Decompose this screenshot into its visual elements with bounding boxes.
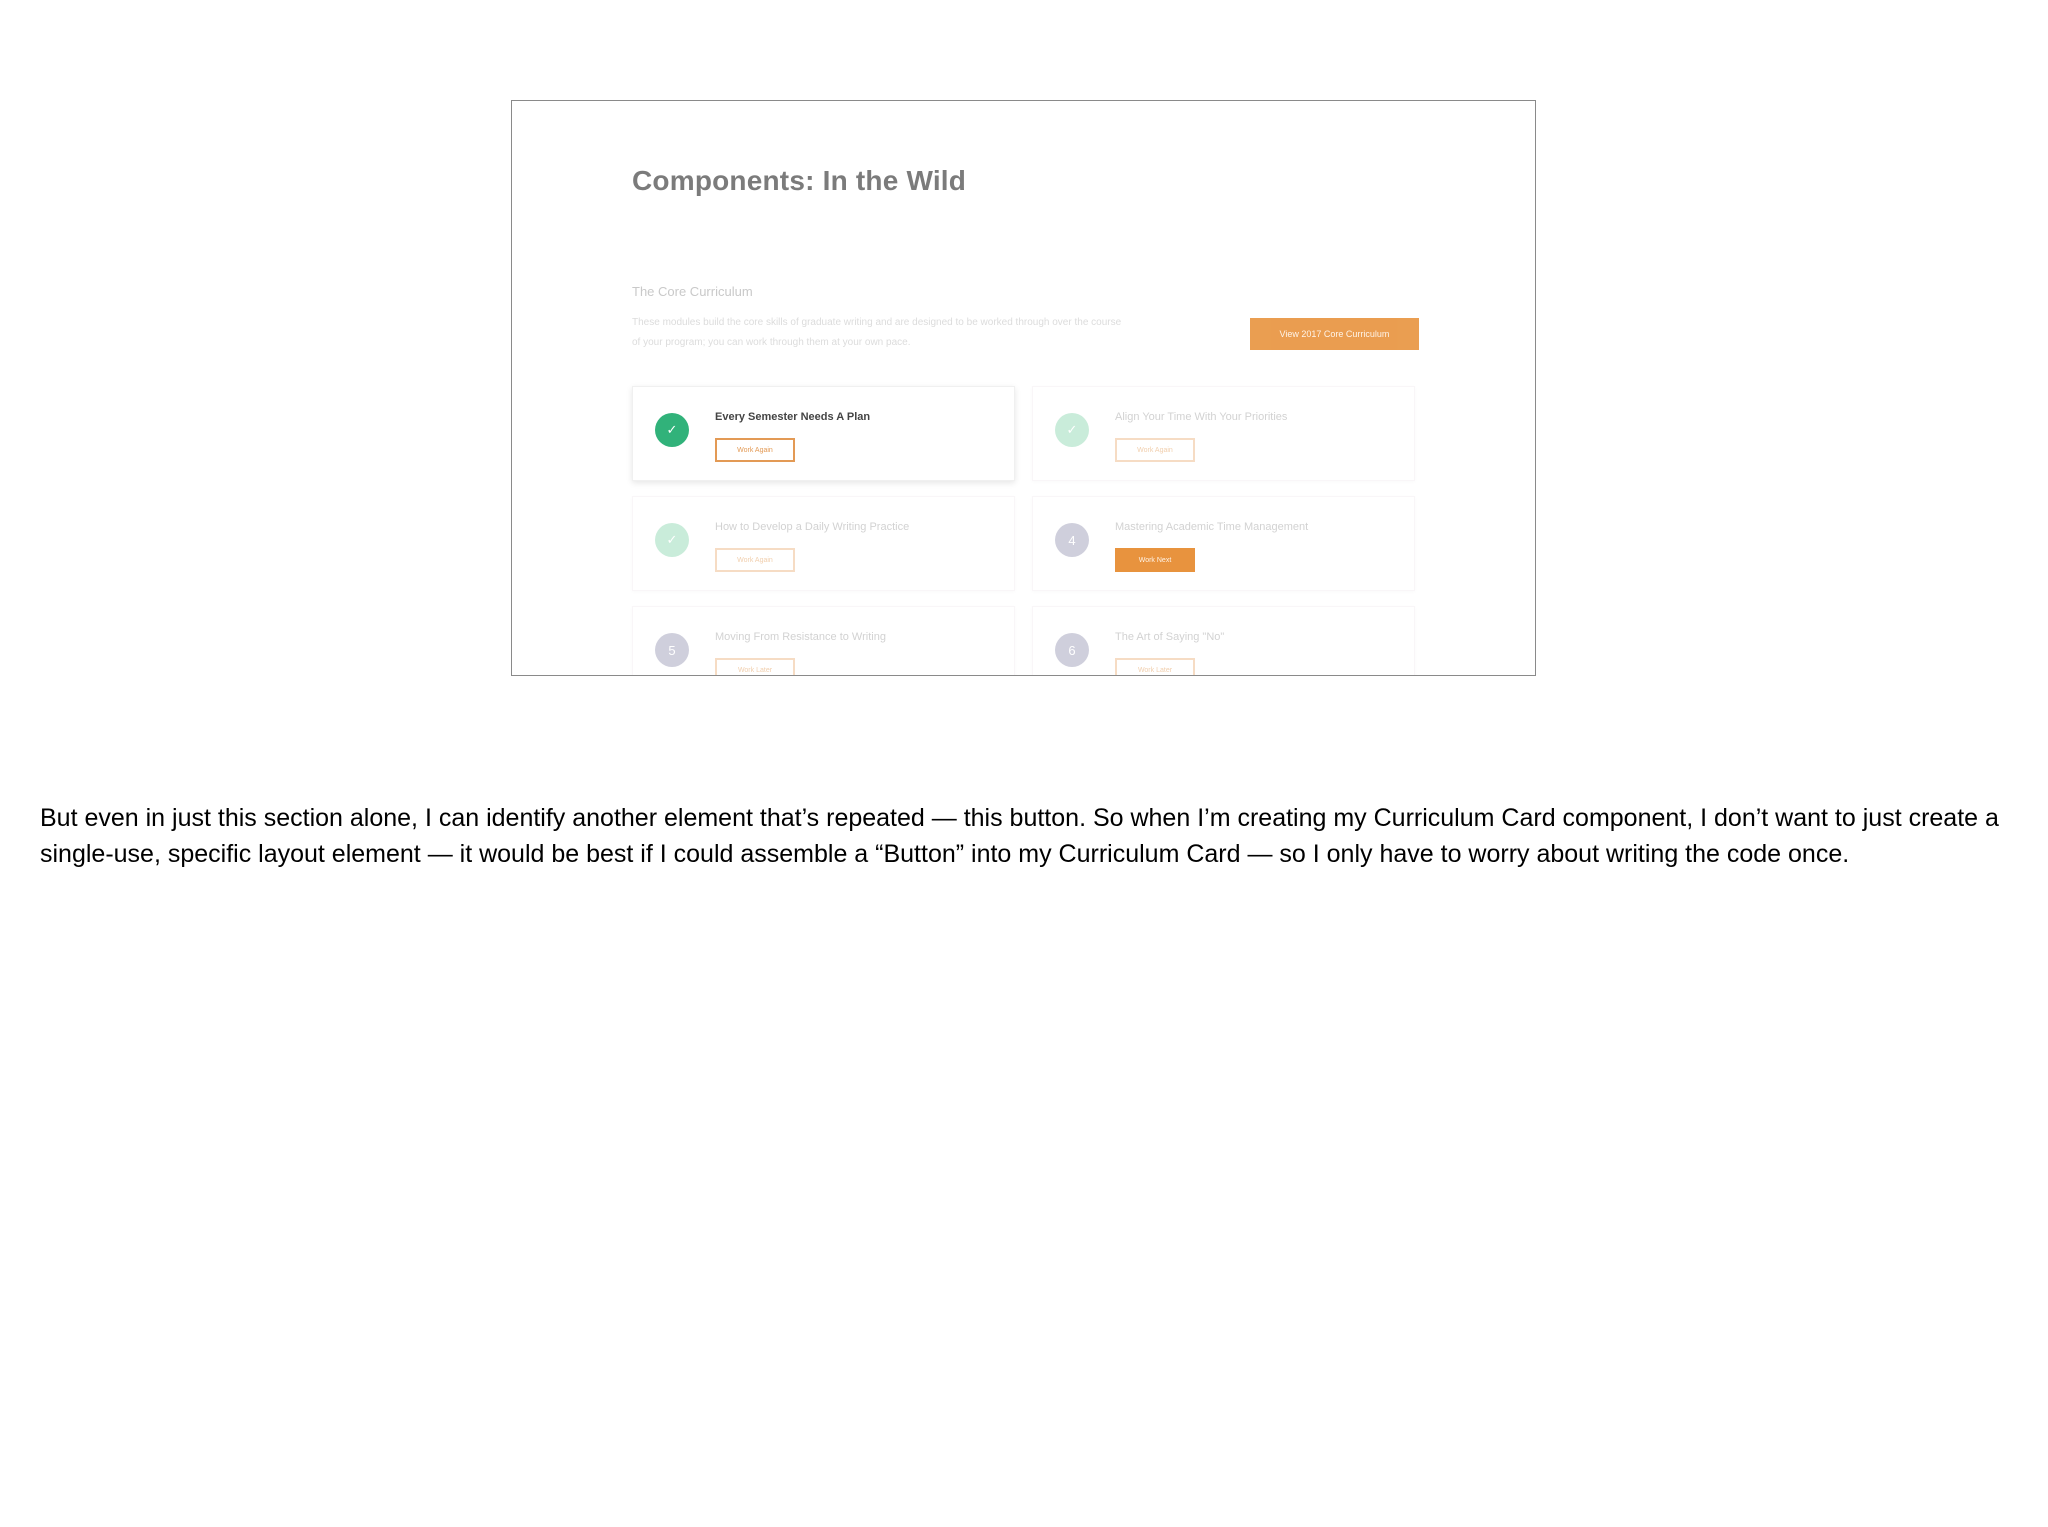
curriculum-card[interactable]	[1032, 386, 1415, 481]
curriculum-card[interactable]	[632, 496, 1015, 591]
slide-title: Components: In the Wild	[632, 165, 967, 196]
work-again-button[interactable]: Work Again	[715, 438, 795, 462]
card-title: Moving From Resistance to Writing	[715, 631, 886, 643]
step-number-badge: 4	[1055, 523, 1089, 557]
curriculum-card[interactable]	[632, 606, 1015, 676]
check-icon: ✓	[655, 413, 689, 447]
check-icon: ✓	[655, 523, 689, 557]
card-title: Every Semester Needs A Plan	[715, 411, 871, 423]
section-description: These modules build the core skills of graduate writing and are designed to be worked through over the course of your program; you can work through them at your own pace.	[632, 317, 1122, 348]
narration-text: But even in just this section alone, I can identify another element that’s repeated — this button. So when I’m creating my Curriculum Card component, I don’t want to just create a single-use, specific layout element — it would be best if I could assemble a “Button” into my Curriculum Card — so I only have to worry about writing the code once.	[40, 804, 1999, 868]
work-again-button[interactable]: Work Again	[715, 548, 795, 572]
step-number-badge: 6	[1055, 633, 1089, 667]
work-next-button[interactable]: Work Next	[1115, 548, 1195, 572]
work-later-button[interactable]: Work Later	[1115, 658, 1195, 676]
check-icon: ✓	[1055, 413, 1089, 447]
card-title: Mastering Academic Time Management	[1115, 521, 1309, 533]
card-title: How to Develop a Daily Writing Practice	[715, 521, 910, 533]
work-again-button[interactable]: Work Again	[1115, 438, 1195, 462]
card-title: The Art of Saying "No"	[1115, 631, 1225, 643]
step-number-badge: 5	[655, 633, 689, 667]
slide-screenshot	[511, 100, 1536, 676]
view-core-curriculum-button[interactable]: View 2017 Core Curriculum	[1250, 318, 1419, 350]
section-heading: The Core Curriculum	[632, 284, 753, 299]
curriculum-card[interactable]	[632, 386, 1015, 481]
curriculum-card[interactable]	[1032, 606, 1415, 676]
curriculum-card[interactable]	[1032, 496, 1415, 591]
card-title: Align Your Time With Your Priorities	[1115, 411, 1288, 423]
work-later-button[interactable]: Work Later	[715, 658, 795, 676]
